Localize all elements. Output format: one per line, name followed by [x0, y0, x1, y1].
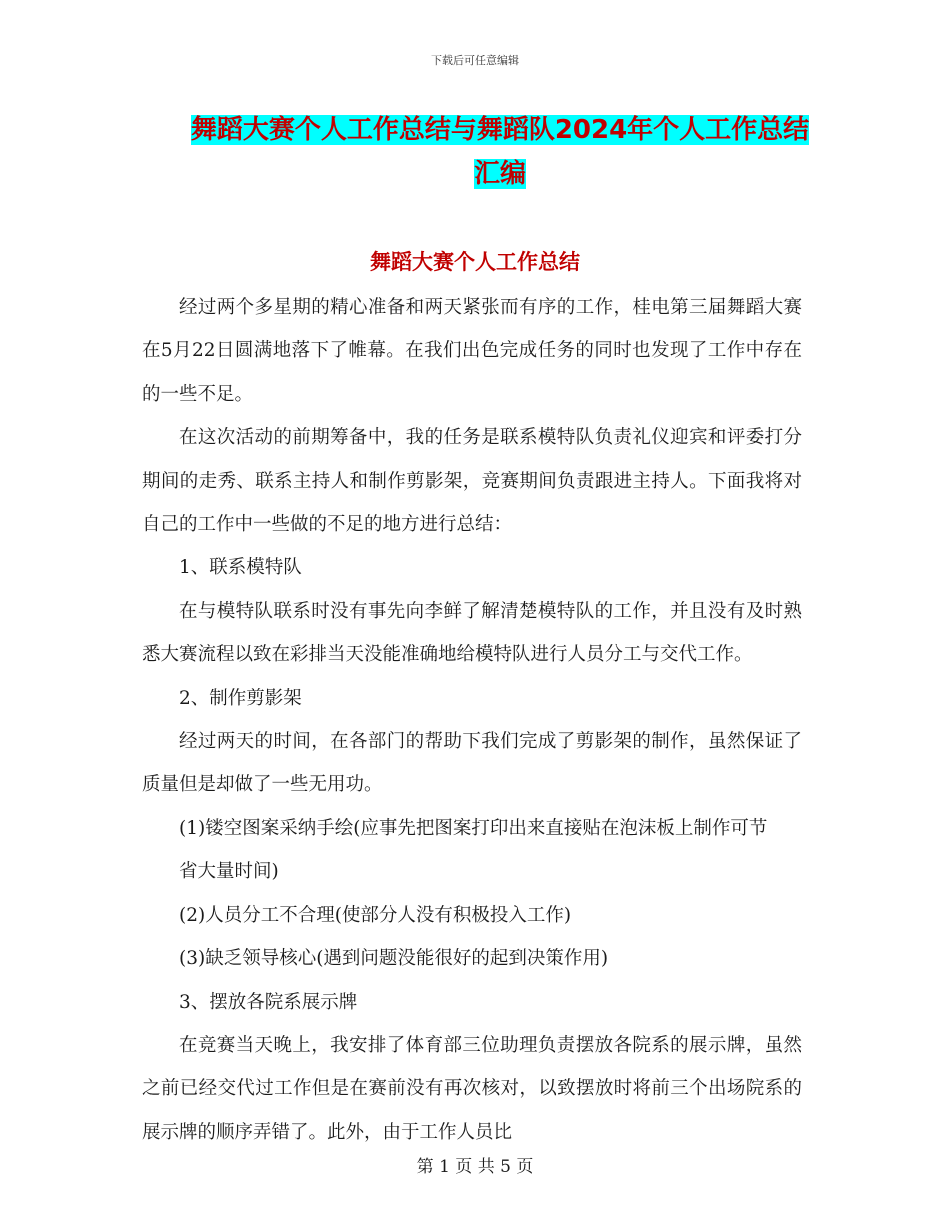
- section-title: 舞蹈大赛个人工作总结: [370, 250, 580, 274]
- heading-silhouette-frame: 2、制作剪影架: [179, 687, 302, 709]
- list-item-1-continued: 省大量时间): [179, 861, 279, 883]
- document-body: [142, 286, 802, 1154]
- paragraph-display-boards: 在竞赛当天晚上，我安排了体育部三位助理负责摆放各院系的展示牌，虽然之前已经交代过工作但是在赛前没有再次核对，以致摆放时将前三个出场院系的展示牌的顺序弄错了。此外，由于工作人员比: [142, 1034, 802, 1143]
- page-number: 第 1 页 共 5 页: [416, 1157, 534, 1177]
- paragraph-tasks: 在这次活动的前期筹备中，我的任务是联系模特队负责礼仪迎宾和评委打分期间的走秀、联系主持人和制作剪影架，竞赛期间负责跟进主持人。下面我将对自己的工作中一些做的不足的地方进行总结：: [142, 427, 802, 536]
- document-title-line1: 舞蹈大赛个人工作总结与舞蹈队2024年个人工作总结: [190, 115, 810, 145]
- paragraph-contact-models: 在与模特队联系时没有事先向李鲜了解清楚模特队的工作，并且没有及时熟悉大赛流程以致在彩排当天没能准确地给模特队进行人员分工与交代工作。: [142, 600, 802, 666]
- list-item-1: (1)镂空图案采纳手绘(应事先把图案打印出来直接贴在泡沫板上制作可节: [179, 817, 768, 839]
- heading-contact-models: 1、联系模特队: [179, 557, 302, 579]
- page-header-note: 下载后可任意编辑: [431, 54, 519, 67]
- heading-display-boards: 3、摆放各院系展示牌: [179, 991, 358, 1013]
- document-title: [140, 108, 860, 196]
- paragraph-intro: 经过两个多星期的精心准备和两天紧张而有序的工作，桂电第三届舞蹈大赛在5月22日圆满地落下了帷幕。在我们出色完成任务的同时也发现了工作中存在的一些不足。: [142, 297, 802, 405]
- list-item-3: (3)缺乏领导核心(遇到问题没能很好的起到决策作用): [179, 948, 609, 970]
- document-title-line2: 汇编: [473, 159, 526, 189]
- list-item-2: (2)人员分工不合理(使部分人没有积极投入工作): [179, 904, 572, 926]
- paragraph-silhouette-frame: 经过两天的时间，在各部门的帮助下我们完成了剪影架的制作，虽然保证了质量但是却做了一些无用功。: [142, 731, 802, 796]
